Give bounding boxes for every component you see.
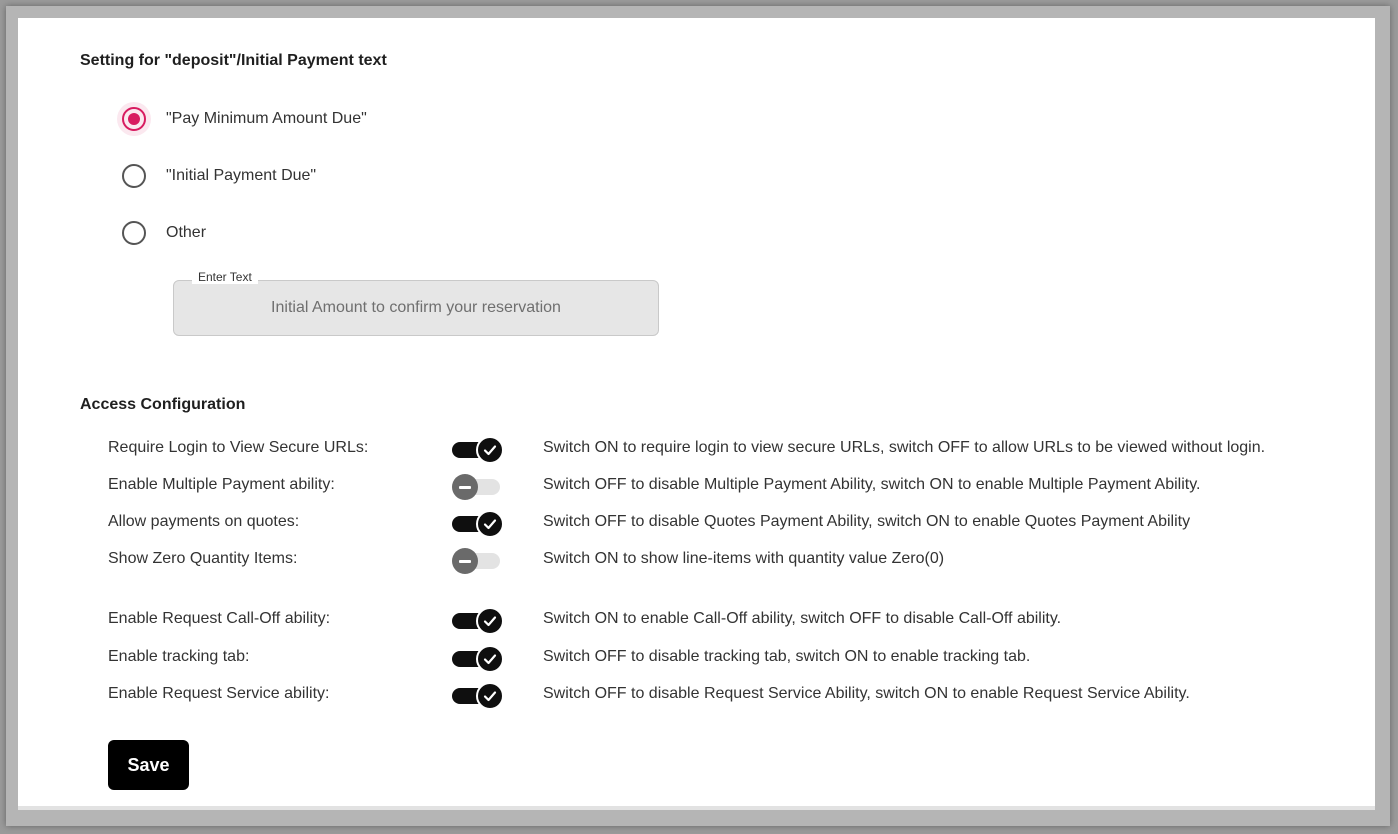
check-icon [476,682,504,710]
config-desc-request-service: Switch OFF to disable Request Service Ability, switch ON to enable Request Service Ability. [543,685,1190,702]
minus-icon [452,548,478,574]
check-icon [476,436,504,464]
radio-label: Other [166,224,207,241]
deposit-text-label: Enter Text [192,270,258,284]
radio-label: "Initial Payment Due" [166,167,317,184]
toggle-request-service[interactable] [452,681,504,711]
radio-button-selected[interactable] [122,107,146,131]
toggle-require-login[interactable] [452,435,504,465]
check-icon [476,510,504,538]
config-label-tracking-tab: Enable tracking tab: [108,648,250,665]
config-label-call-off: Enable Request Call-Off ability: [108,610,331,627]
config-desc-tracking-tab: Switch OFF to disable tracking tab, switch ON to enable tracking tab. [543,648,1031,665]
radio-option-other[interactable] [122,218,206,248]
config-desc-quote-payments: Switch OFF to disable Quotes Payment Ability, switch ON to enable Quotes Payment Ability [543,513,1191,530]
toggle-multiple-payment[interactable] [452,472,504,502]
config-label-quote-payments: Allow payments on quotes: [108,513,300,530]
radio-button[interactable] [122,164,146,188]
config-desc-multiple-payment: Switch OFF to disable Multiple Payment Ability, switch ON to enable Multiple Payment Ability. [543,476,1201,493]
config-label-multiple-payment: Enable Multiple Payment ability: [108,476,335,493]
radio-label: "Pay Minimum Amount Due" [166,110,367,127]
config-desc-call-off: Switch ON to enable Call-Off ability, switch OFF to disable Call-Off ability. [543,610,1062,627]
minus-icon [452,474,478,500]
deposit-text-input[interactable] [173,280,659,336]
config-label-request-service: Enable Request Service ability: [108,685,330,702]
check-icon [476,645,504,673]
check-icon [476,607,504,635]
toggle-tracking-tab[interactable] [452,644,504,674]
toggle-quote-payments[interactable] [452,509,504,539]
toggle-call-off[interactable] [452,606,504,636]
radio-option-pay-minimum[interactable] [122,104,367,134]
radio-option-initial-payment[interactable] [122,161,316,191]
radio-button[interactable] [122,221,146,245]
config-label-require-login: Require Login to View Secure URLs: [108,439,369,456]
save-button[interactable]: Save [108,740,189,790]
config-desc-zero-quantity: Switch ON to show line-items with quantity value Zero(0) [543,550,945,567]
config-desc-require-login: Switch ON to require login to view secure URLs, switch OFF to allow URLs to be viewed without login. [543,439,1266,456]
config-label-zero-quantity: Show Zero Quantity Items: [108,550,298,567]
deposit-section-title: Setting for "deposit"/Initial Payment text [80,52,387,69]
access-section-title: Access Configuration [80,396,246,413]
toggle-zero-quantity[interactable] [452,546,504,576]
deposit-text-value: Initial Amount to confirm your reservation [271,299,561,316]
panel-bottom-edge [18,806,1375,810]
